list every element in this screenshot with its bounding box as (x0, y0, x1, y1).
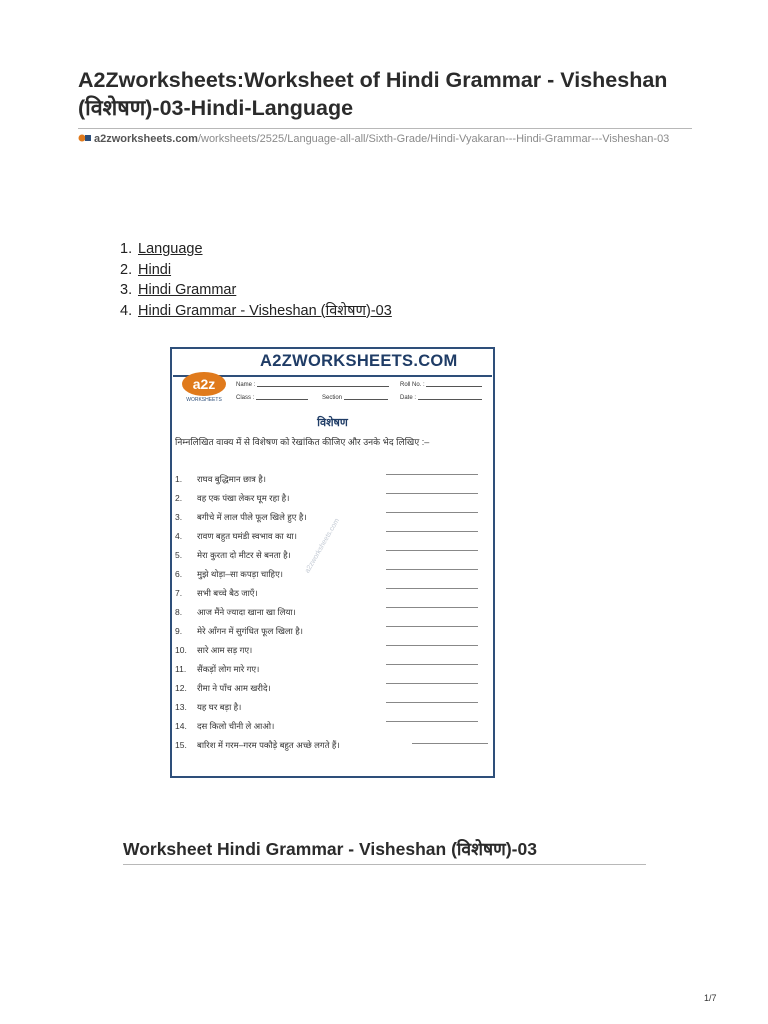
breadcrumb-number: 4. (120, 302, 133, 319)
answer-line (386, 664, 478, 665)
roll-field (400, 382, 482, 388)
breadcrumb-number: 1. (120, 241, 133, 257)
date-label: Date : (400, 395, 417, 401)
breadcrumb-item (120, 239, 392, 260)
answer-line (386, 721, 478, 722)
question-item: 11. सैंकड़ों लोग मारे गए। (175, 664, 260, 674)
class-field (236, 395, 308, 401)
date-field (400, 395, 482, 401)
worksheet-title: विशेषण (317, 417, 348, 429)
worksheet-image[interactable] (170, 347, 495, 778)
question-item: 2. वह एक पंखा लेकर घूम रहा है। (175, 493, 290, 503)
answer-line (386, 607, 478, 608)
question-item: 3. बगीचे में लाल पीले फूल खिले हुए है। (175, 512, 307, 522)
roll-label: Roll No. : (400, 382, 425, 388)
answer-line (386, 474, 478, 475)
question-item: 13. यह घर बड़ा है। (175, 702, 242, 712)
question-item: 5. मेरा कुरता दो मीटर से बनता है। (175, 550, 291, 560)
breadcrumb-link-visheshan[interactable]: Hindi Grammar - Visheshan (विशेषण)-03 (138, 302, 392, 319)
page-title: A2Zworksheets:Worksheet of Hindi Grammar - Visheshan (विशेषण)-03-Hindi-Language (78, 68, 668, 120)
name-field (236, 382, 389, 388)
breadcrumb-item (120, 260, 392, 281)
question-item: 6. मुझे थोड़ा–सा कपड़ा चाहिए। (175, 569, 283, 579)
worksheet-instruction: निम्नलिखित वाक्य में से विशेषण को रेखांकित कीजिए और उनके भेद लिखिए :– (175, 437, 430, 447)
page-counter: 1/7 (704, 993, 717, 1003)
question-item: 12. रीमा ने पाँच आम खरीदे। (175, 683, 271, 693)
section-label: Section (322, 395, 343, 401)
breadcrumb-link-hindi[interactable]: Hindi (138, 261, 172, 278)
answer-line (386, 588, 478, 589)
a2z-favicon-icon (78, 133, 92, 143)
answer-line (386, 626, 478, 627)
breadcrumb-link-language[interactable]: Language (138, 241, 203, 257)
answer-line (386, 569, 478, 570)
question-item: 1. राघव बुद्धिमान छात्र है। (175, 474, 266, 484)
logo-subtext: WORKSHEETS (186, 397, 222, 403)
breadcrumb-item (120, 280, 392, 301)
breadcrumb-item (120, 301, 392, 322)
answer-line (386, 531, 478, 532)
breadcrumb-list (120, 239, 392, 321)
section-heading: Worksheet Hindi Grammar - Visheshan (विशेषण)-03 (123, 839, 537, 859)
section-field (322, 395, 388, 401)
worksheet-brand: A2ZWORKSHEETS.COM (260, 352, 458, 370)
title-divider (78, 128, 692, 129)
answer-line (386, 645, 478, 646)
watermark: a2zworksheets.com (304, 517, 341, 575)
source-host: a2zworksheets.com (94, 133, 198, 145)
question-item: 15. बारिश में गरम–गरम पकौड़े बहुत अच्छे लगते हैं। (175, 740, 340, 750)
source-path: /worksheets/2525/Language-all-all/Sixth-Grade/Hindi-Vyakaran---Hindi-Grammar---Visheshan-03 (197, 133, 670, 145)
breadcrumb-number: 2. (120, 261, 133, 278)
logo-text: a2z (192, 376, 216, 392)
question-item: 9. मेरे आँगन में सुगंधित फूल खिला है। (175, 626, 303, 636)
section-divider (123, 864, 646, 865)
answer-line (386, 550, 478, 551)
question-item: 7. सभी बच्चे बैठ जाएँ। (175, 588, 258, 598)
question-item: 8. आज मैंने ज्यादा खाना खा लिया। (175, 607, 296, 617)
answer-line (386, 512, 478, 513)
answer-line (412, 743, 488, 744)
answer-line (386, 683, 478, 684)
question-item: 4. रावण बहुत घमंडी स्वभाव का था। (175, 531, 297, 541)
answer-line (386, 702, 478, 703)
class-label: Class : (236, 395, 255, 401)
source-url[interactable] (78, 133, 694, 146)
question-item: 14. दस किलो चीनी ले आओ। (175, 721, 275, 731)
question-item: 10. सारे आम सड़ गए। (175, 645, 253, 655)
answer-line (386, 493, 478, 494)
breadcrumb-number: 3. (120, 282, 133, 298)
a2z-logo (178, 369, 230, 403)
breadcrumb-link-hindi-grammar[interactable]: Hindi Grammar (138, 282, 237, 298)
name-label: Name : (236, 382, 256, 388)
